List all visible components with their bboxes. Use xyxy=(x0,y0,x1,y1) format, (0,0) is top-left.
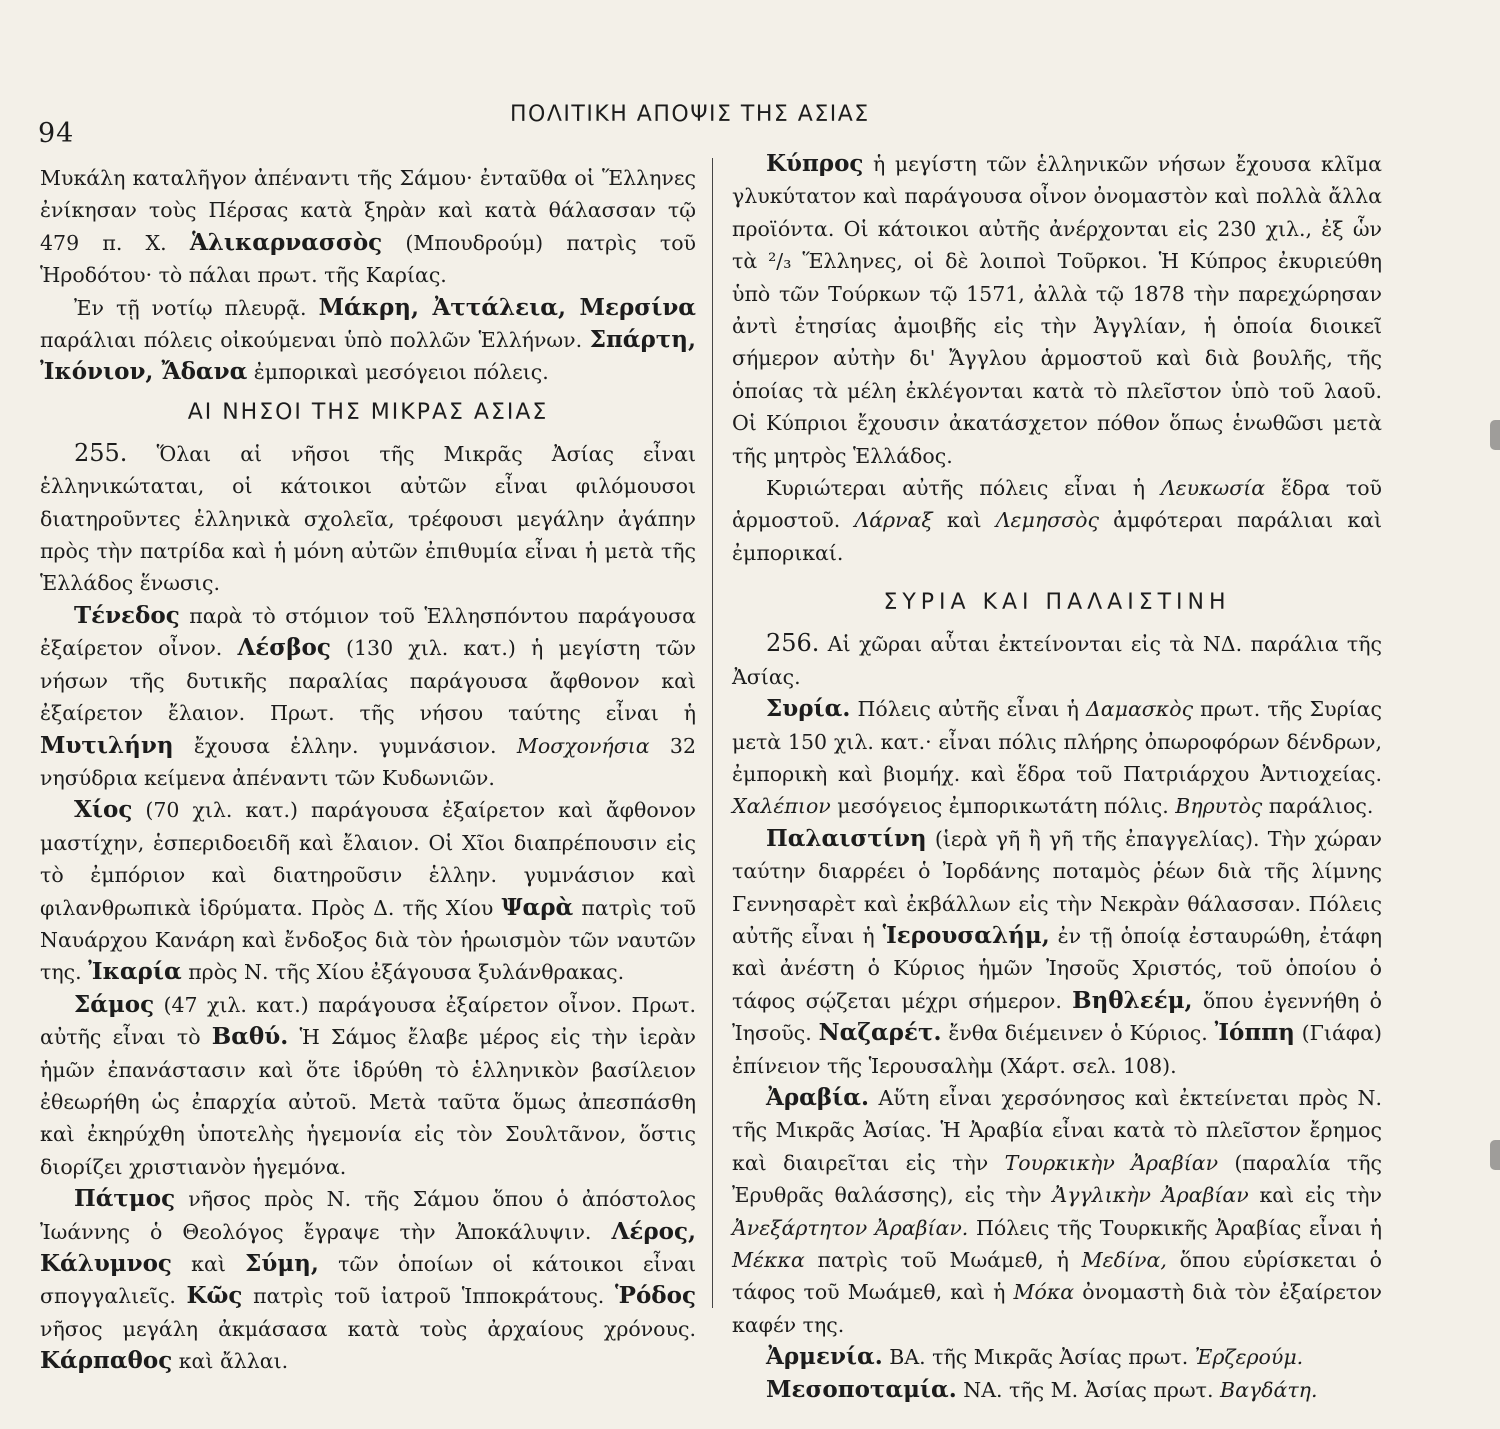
place-rodos: Ῥόδος xyxy=(615,1282,696,1310)
place-sparti-ikonion-adana: Σπάρτη, Ἰκόνιον, Ἄδανα xyxy=(40,326,696,386)
place-mesopotamia: Μεσοποταμία. xyxy=(766,1375,957,1403)
place-larnax: Λάρναξ xyxy=(854,508,933,533)
place-erzeroum: Ἐρζερούμ. xyxy=(1194,1345,1304,1370)
running-head: ΠΟΛΙΤΙΚΗ ΑΠΟΨΙΣ ΤΗΣ ΑΣΙΑΣ xyxy=(510,102,870,127)
place-vithleem: Βηθλεέμ, xyxy=(1072,986,1193,1014)
paragraph-aravia: Ἀραβία. Αὕτη εἶναι χερσόνησος καὶ ἐκτείνεται πρὸς Ν. τῆς Μικρᾶς Ἀσίας. Ἡ Ἀραβία εἶναι κατὰ τὸ πλεῖστον ἔρημος καὶ διαιρεῖται εἰς τὴν Τουρκικὴν Ἀραβίαν (παραλία τῆς Ἐρυθρᾶς θαλάσσης), εἰς τὴν Ἀγγλικὴν Ἀραβίαν καὶ εἰς τὴν Ἀνεξάρτητον Ἀραβίαν. Πόλεις τῆς Τουρκικῆς Ἀραβίας εἶναι ἡ Μέκκα πατρὶς τοῦ Μωάμεθ, ἡ Μεδίνα, ὅπου εὑρίσκεται ὁ τάφος τοῦ Μωάμεθ, καὶ ἡ Μόκα ὀνομαστὴ διὰ τὸν ἐξαίρετον καφέν της. xyxy=(732,1083,1383,1337)
paragraph-samos: Σάμος (47 χιλ. κατ.) παράγουσα ἐξαίρετον οἶνον. Πρωτ. αὐτῆς εἶναι τὸ Βαθύ. Ἡ Σάμος ἔλαβε μέρος εἰς τὴν ἱερὰν ἡμῶν ἐπανάστασιν καὶ ὅτε ἱδρύθη τὸ ἑλληνικὸν βασίλειον ἐθεωρήθη ὡς ἐπαρχία αὐτοῦ. Μετὰ ταῦτα ὅμως ἀπεσπάσθη καὶ ἐκηρύχθη ὑποτελὴς ἡγεμονία εἰς τὸν Σουλτᾶνον, ὅστις διορίζει χριστιανὸν ἡγεμόνα. xyxy=(40,990,696,1179)
paragraph-armenia: Ἀρμενία. ΒΑ. τῆς Μικρᾶς Ἀσίας πρωτ. Ἐρζερούμ. xyxy=(766,1343,1304,1371)
place-ikaria: Ἰκαρία xyxy=(88,958,182,986)
place-armenia: Ἀρμενία. xyxy=(766,1343,883,1371)
place-angliki-aravia: Ἀγγλικὴν Ἀραβίαν xyxy=(1052,1183,1249,1208)
place-psara: Ψαρὰ xyxy=(501,893,574,921)
place-medina: Μεδίνα, xyxy=(1081,1248,1167,1272)
place-kos: Κῶς xyxy=(186,1282,243,1310)
paragraph-chios: Χίος (70 χιλ. κατ.) παράγουσα ἐξαίρετον καὶ ἄφθονον μαστίχην, ἑσπεριδοειδῆ καὶ ἔλαιον. Οἱ Χῖοι διαπρέπουσιν εἰς τὸ ἐμπόριον καὶ διατηροῦσιν ἑλλην. γυμνάσιον καὶ φιλανθρωπικὰ ἱδρύματα. Πρὸς Δ. τῆς Χίου Ψαρὰ πατρὶς τοῦ Ναυάρχου Κανάρη καὶ ἔνδοξος διὰ τὸν ἡρωισμὸν τῶν ναυτῶν της. Ἰκαρία πρὸς Ν. τῆς Χίου ἐξάγουσα ξυλάνθρακας. xyxy=(40,796,696,986)
place-nazaret: Ναζαρέτ. xyxy=(818,1019,942,1047)
column-rule xyxy=(712,158,713,1308)
page-edge-mark xyxy=(1490,420,1500,450)
place-syria: Συρία. xyxy=(766,695,851,723)
paragraph-number: 255. xyxy=(74,438,128,467)
place-lemessos: Λεμησσὸς xyxy=(995,508,1099,533)
place-halikarnassos: Ἁλικαρνασσὸς xyxy=(189,228,383,256)
place-lesvos: Λέσβος xyxy=(237,634,331,662)
place-mekka: Μέκκα xyxy=(732,1248,805,1272)
place-palaistini: Παλαιστίνη xyxy=(766,824,927,852)
page-number: 94 xyxy=(38,118,75,149)
place-leros-kalymnos: Λέρος, Κάλυμνος xyxy=(40,1217,696,1277)
place-aravia: Ἀραβία. xyxy=(766,1083,869,1111)
paragraph-tenedos-lesvos: Τένεδος παρὰ τὸ στόμιον τοῦ Ἑλλησπόντου παράγουσα ἐξαίρετον οἶνον. Λέσβος (130 χιλ. κατ.) ἡ μεγίστη τῶν νήσων τῆς δυτικῆς παραλίας παράγουσα ἄφθονον καὶ ἐξαίρετον ἔλαιον. Πρωτ. τῆς νήσου ταύτης εἶναι ἡ Μυτιλήνη ἔχουσα ἑλλην. γυμνάσιον. Μοσχονήσια 32 νησύδρια κείμενα ἀπέναντι τῶν Κυδωνιῶν. xyxy=(40,601,697,790)
paragraph-kypros: Κύπρος ἡ μεγίστη τῶν ἑλληνικῶν νήσων ἔχουσα κλῖμα γλυκύτατον καὶ παράγουσα οἶνον ὀνομαστὸν καὶ πολλὰ ἄλλα προϊόντα. Οἱ κάτοικοι αὐτῆς ἀνέρχονται εἰς 230 χιλ., ἐξ ὧν τὰ ²/₃ Ἕλληνες, οἱ δὲ λοιποὶ Τοῦρκοι. Ἡ Κύπρος ἐκυριεύθη ὑπὸ τῶν Τούρκων τῷ 1571, ἀλλὰ τῷ 1878 τὴν παρεχώρησαν ἀντὶ ἐτησίας ἀμοιβῆς εἰς τὴν Ἀγγλίαν, ἡ ὁποία διοικεῖ σήμερον αὐτὴν δι' Ἄγγλου ἁρμοστοῦ καὶ διὰ βουλῆς, τῆς ὁποίας τὰ μέλη ἐκλέγονται κατὰ τὸ πλεῖστον ὑπὸ τοῦ λαοῦ. Οἱ Κύπριοι ἔχουσιν ἀκατάσχετον πόθον ὅπως ἑνωθῶσι μετὰ τῆς μητρὸς Ἑλλάδος. xyxy=(732,150,1382,468)
paragraph-kypros-cities: Κυριώτεραι αὐτῆς πόλεις εἶναι ἡ Λευκωσία ἕδρα τοῦ ἁρμοστοῦ. Λάρναξ καὶ Λεμησσὸς ἀμφότεραι παράλιαι καὶ ἐμπορικαί. xyxy=(732,476,1383,565)
place-samos: Σάμος xyxy=(74,990,155,1018)
paragraph-south-coast: Ἐν τῇ νοτίῳ πλευρᾷ. Μάκρη, Ἀττάλεια, Μερσίνα παράλιαι πόλεις οἰκούμεναι ὑπὸ πολλῶν Ἑλλήνων. Σπάρτη, Ἰκόνιον, Ἄδανα ἐμπορικαὶ μεσόγειοι πόλεις. xyxy=(40,293,696,386)
place-karpathos: Κάρπαθος xyxy=(40,1347,173,1375)
place-vagdati: Βαγδάτη. xyxy=(1220,1377,1318,1402)
section-heading-islands: ΑΙ ΝΗΣΟΙ ΤΗΣ ΜΙΚΡΑΣ ΑΣΙΑΣ xyxy=(187,399,549,425)
place-vathy: Βαθύ. xyxy=(211,1023,289,1051)
paragraph-mesopotamia: Μεσοποταμία. ΝΑ. τῆς Μ. Ἀσίας πρωτ. Βαγδάτη. xyxy=(766,1375,1318,1403)
paragraph-syria: Συρία. Πόλεις αὐτῆς εἶναι ἡ Δαμασκὸς πρωτ. τῆς Συρίας μετὰ 150 χιλ. κατ.· εἶναι πόλις πλήρης ὀπωροφόρων δένδρων, ἐμπορικὴ καὶ βιομήχ. καὶ ἕδρα τοῦ Πατριάρχου Ἀντιοχείας. Χαλέπιον μεσόγειος ἐμπορικωτάτη πόλις. Βηρυτὸς παράλιος. xyxy=(732,695,1382,819)
place-ioppi: Ἰόππη xyxy=(1214,1019,1295,1047)
paragraph-256: 256. Αἱ χῶραι αὗται ἐκτείνονται εἰς τὰ ΝΔ. παράλια τῆς Ἀσίας. xyxy=(732,629,1382,689)
paragraph-patmos-dodecanese: Πάτμος νῆσος πρὸς Ν. τῆς Σάμου ὅπου ὁ ἀπόστολος Ἰωάννης ὁ Θεολόγος ἔγραψε τὴν Ἀποκάλυψιν. Λέρος, Κάλυμνος καὶ Σύμη, τῶν ὁποίων οἱ κάτοικοι εἶναι σπογγαλιεῖς. Κῶς πατρὶς τοῦ ἰατροῦ Ἱπποκράτους. Ῥόδος νῆσος μεγάλη ἀκμάσασα κατὰ τοὺς ἀρχαίους χρόνους. Κάρπαθος καὶ ἄλλαι. xyxy=(40,1185,696,1375)
place-mytilini: Μυτιλήνη xyxy=(40,731,174,759)
place-chalepion: Χαλέπιον xyxy=(732,794,831,819)
page-edge-mark xyxy=(1490,1140,1500,1170)
place-tenedos: Τένεδος xyxy=(74,601,180,629)
left-column xyxy=(40,162,696,1378)
paragraph-255: 255. Ὅλαι αἱ νῆσοι τῆς Μικρᾶς Ἀσίας εἶναι ἑλληνικώταται, οἱ κάτοικοι αὐτῶν εἶναι φιλόμουσοι διατηροῦντες ἑλληνικὰ σχολεῖα, τρέφουσι μεγάλην ἀγάπην πρὸς τὴν πατρίδα καὶ ἡ μόνη αὐτῶν ἐπιθυμία εἶναι ἡ μετὰ τῆς Ἑλλάδος ἕνωσις. xyxy=(40,438,696,596)
paragraph-mykale: Μυκάλη καταλῆγον ἀπέναντι τῆς Σάμου· ἐνταῦθα οἱ Ἕλληνες ἐνίκησαν τοὺς Πέρσας κατὰ ξηρὰν καὶ κατὰ θάλασσαν τῷ 479 π. Χ. Ἁλικαρνασσὸς (Μπουδρούμ) πατρὶς τοῦ Ἡροδότου· τὸ πάλαι πρωτ. τῆς Καρίας. xyxy=(40,166,696,288)
place-moka: Μόκα xyxy=(1013,1280,1075,1305)
place-patmos: Πάτμος xyxy=(74,1185,176,1213)
place-ierousalim: Ἱερουσαλήμ, xyxy=(882,921,1050,949)
paragraph-number: 256. xyxy=(766,629,820,658)
place-anexartitos-aravia: Ἀνεξάρτητον Ἀραβίαν. xyxy=(732,1215,969,1240)
paragraph-palaistini: Παλαιστίνη (ἱερὰ γῆ ἢ γῆ τῆς ἐπαγγελίας). Τὴν χώραν ταύτην διαρρέει ὁ Ἰορδάνης ποταμὸς ῥέων διὰ τῆς λίμνης Γεννησαρὲτ καὶ ἐκβάλλων εἰς τὴν Νεκρὰν θάλασσαν. Πόλεις αὐτῆς εἶναι ἡ Ἱερουσαλήμ, ἐν τῇ ὁποίᾳ ἐσταυρώθη, ἐτάφη καὶ ἀνέστη ὁ Κύριος ἡμῶν Ἰησοῦς Χριστός, τοῦ ὁποίου ὁ τάφος σῴζεται μέχρι σήμερον. Βηθλεέμ, ὅπου ἐγεννήθη ὁ Ἰησοῦς. Ναζαρέτ. ἔνθα διέμεινεν ὁ Κύριος. Ἰόππη (Γιάφα) ἐπίνειον τῆς Ἱερουσαλὴμ (Χάρτ. σελ. 108). xyxy=(732,824,1383,1078)
place-kypros: Κύπρος xyxy=(766,150,864,177)
right-column xyxy=(732,148,1382,1406)
section-heading-syria: ΣΥΡΙΑ ΚΑΙ ΠΑΛΑΙΣΤΙΝΗ xyxy=(883,590,1231,616)
place-damaskos: Δαμασκὸς xyxy=(1085,697,1194,722)
place-tourkiki-aravia: Τουρκικὴν Ἀραβίαν xyxy=(1004,1150,1219,1175)
place-chios: Χίος xyxy=(74,796,133,824)
place-vyrytos: Βηρυτὸς xyxy=(1175,794,1263,819)
place-symi: Σύμη, xyxy=(245,1250,319,1277)
place-makri-attaleia-mersina: Μάκρη, Ἀττάλεια, Μερσίνα xyxy=(318,293,696,321)
place-moschonisia: Μοσχονήσια xyxy=(516,733,650,758)
place-lefkosia: Λευκωσία xyxy=(1160,476,1266,501)
